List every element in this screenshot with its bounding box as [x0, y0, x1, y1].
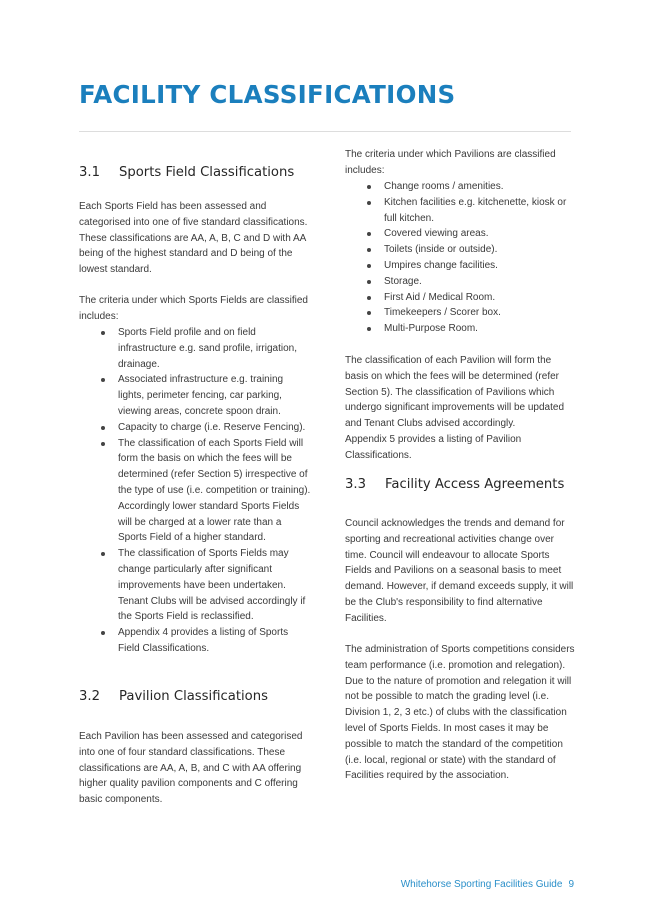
- title-divider: [79, 131, 571, 132]
- section-number: 3.2: [79, 689, 100, 704]
- section-heading-3-2: [79, 689, 268, 705]
- paragraph: The criteria under which Sports Fields are classified includes:: [79, 295, 308, 322]
- pavilion-criteria-list: [345, 179, 575, 337]
- section-number: 3.1: [79, 165, 100, 180]
- list-item: First Aid / Medical Room.: [345, 290, 575, 306]
- page-footer: [401, 879, 574, 890]
- list-item: Toilets (inside or outside).: [345, 242, 575, 258]
- paragraph: Appendix 5 provides a listing of Pavilion Classifications.: [345, 434, 522, 461]
- section-title: Sports Field Classifications: [119, 165, 295, 180]
- paragraph: The criteria under which Pavilions are classified includes:: [345, 149, 556, 176]
- list-item: Umpires change facilities.: [345, 258, 575, 274]
- list-item: Capacity to charge (i.e. Reserve Fencing).: [79, 420, 311, 436]
- paragraph: Each Pavilion has been assessed and categorised into one of four standard classifications. These classifications are AA, A, B, and C with AA offering higher quality pavilion components and C offering basic components.: [79, 731, 303, 806]
- list-item: Appendix 4 provides a listing of Sports Field Classifications.: [79, 625, 311, 657]
- paragraph: Council acknowledges the trends and demand for sporting and recreational activities change over time. Council will endeavour to allocate Sports Fields and Pavilions on a seasonal basis to meet demand. However, if demand exceeds supply, it will be the Club's responsibility to find alternative Facilities.: [345, 518, 574, 624]
- paragraph: The administration of Sports competitions considers team performance (i.e. promotion and relegation). Due to the nature of promotion and relegation it will not be possible to match the grading level (i.e. Division 1, 2, 3 etc.) of clubs with the classification level of Sports Fields. In most cases it may be possible to match the standard of the competition (i.e. local, regional or state) with the standard of Facilities required by the association.: [345, 644, 575, 782]
- paragraph: The classification of each Pavilion will form the basis on which the fees will be determined (refer Section 5). The classification of Pavilions which undergo significant improvements will be updated and Tenant Clubs advised accordingly.: [345, 355, 565, 430]
- section-heading-3-3: [345, 477, 564, 493]
- sports-field-criteria-list: [79, 325, 311, 657]
- list-item: The classification of each Sports Field will form the basis on which the fees will be determined (refer Section 5) irrespective of the type of use (i.e. competition or training). Accordingly lower standard Sports Fields will be charged at a lower rate than a Sports Field of a higher standard.: [79, 436, 311, 547]
- list-item: Timekeepers / Scorer box.: [345, 305, 575, 321]
- list-item: Change rooms / amenities.: [345, 179, 575, 195]
- paragraph: Each Sports Field has been assessed and categorised into one of five standard classifications. These classifications are AA, A, B, C and D with AA being of the highest standard and D being of the lowest standard.: [79, 201, 308, 276]
- page-number: 9: [568, 879, 574, 890]
- list-item: Sports Field profile and on field infrastructure e.g. sand profile, irrigation, drainage.: [79, 325, 311, 372]
- list-item: Multi-Purpose Room.: [345, 321, 575, 337]
- list-item: Covered viewing areas.: [345, 226, 575, 242]
- section-title: Facility Access Agreements: [385, 477, 565, 492]
- footer-title: Whitehorse Sporting Facilities Guide: [400, 879, 563, 890]
- list-item: Storage.: [345, 274, 575, 290]
- page-title: FACILITY CLASSIFICATIONS: [79, 80, 456, 109]
- list-item: The classification of Sports Fields may change particularly after significant improvements have been undertaken. Tenant Clubs will be advised accordingly if the Sports Field is reclassified.: [79, 546, 311, 625]
- list-item: Associated infrastructure e.g. training lights, perimeter fencing, car parking, viewing areas, concrete spoon drain.: [79, 372, 311, 419]
- list-item: Kitchen facilities e.g. kitchenette, kiosk or full kitchen.: [345, 195, 575, 227]
- section-title: Pavilion Classifications: [119, 689, 268, 704]
- section-heading-3-1: [79, 165, 294, 181]
- section-number: 3.3: [345, 477, 366, 492]
